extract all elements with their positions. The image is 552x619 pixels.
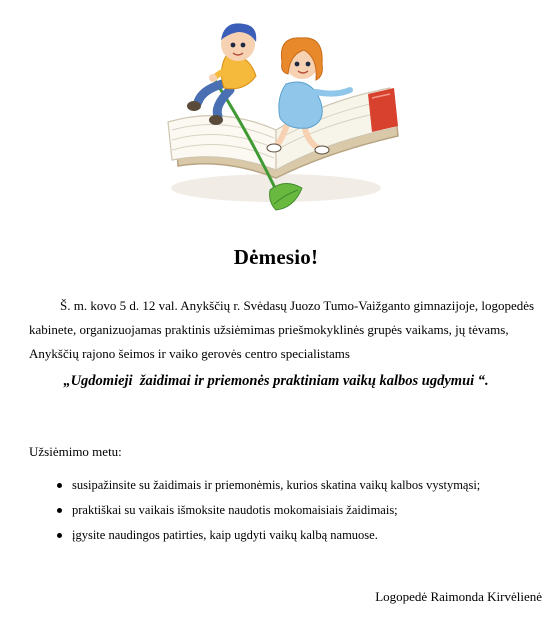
page-title: Dėmesio! [233, 245, 319, 269]
intro-paragraph: Š. m. kovo 5 d. 12 val. Anykščių r. Svėdasų Juozo Tumo-Vaižganto gimnazijoje, logopedės kabinete, organizuojamas praktinis užsiėmimas priešmokyklinės grupės vaikams, jų tėvams, Anykščių rajono šeimos ir vaiko gerovės centro specialistams [29, 298, 535, 361]
signature: Logopedė Raimonda Kirvėlienė [375, 589, 542, 604]
children-reading-book-illustration [158, 18, 402, 223]
list-item-text: įgysite naudingos patirties, kaip ugdyti vaikų kalbą namuose. [72, 528, 378, 542]
list-item [29, 526, 544, 551]
bullet-icon [57, 483, 62, 488]
bullet-icon [57, 533, 62, 538]
list-item [29, 476, 544, 501]
during-label: Užsiėmimo metu: [29, 444, 122, 459]
list-item-text: susipažinsite su žaidimais ir priemonėmis, kurios skatina vaikų kalbos vystymąsi; [72, 478, 481, 492]
list-item-text: praktiškai su vaikais išmoksite naudotis mokomaisiais žaidimais; [72, 503, 398, 517]
list-item [29, 501, 544, 526]
benefits-list [29, 476, 544, 551]
bullet-icon [57, 508, 62, 513]
event-subject: „Ugdomieji žaidimai ir priemonės praktiniam vaikų kalbos ugdymui “. [63, 373, 489, 389]
